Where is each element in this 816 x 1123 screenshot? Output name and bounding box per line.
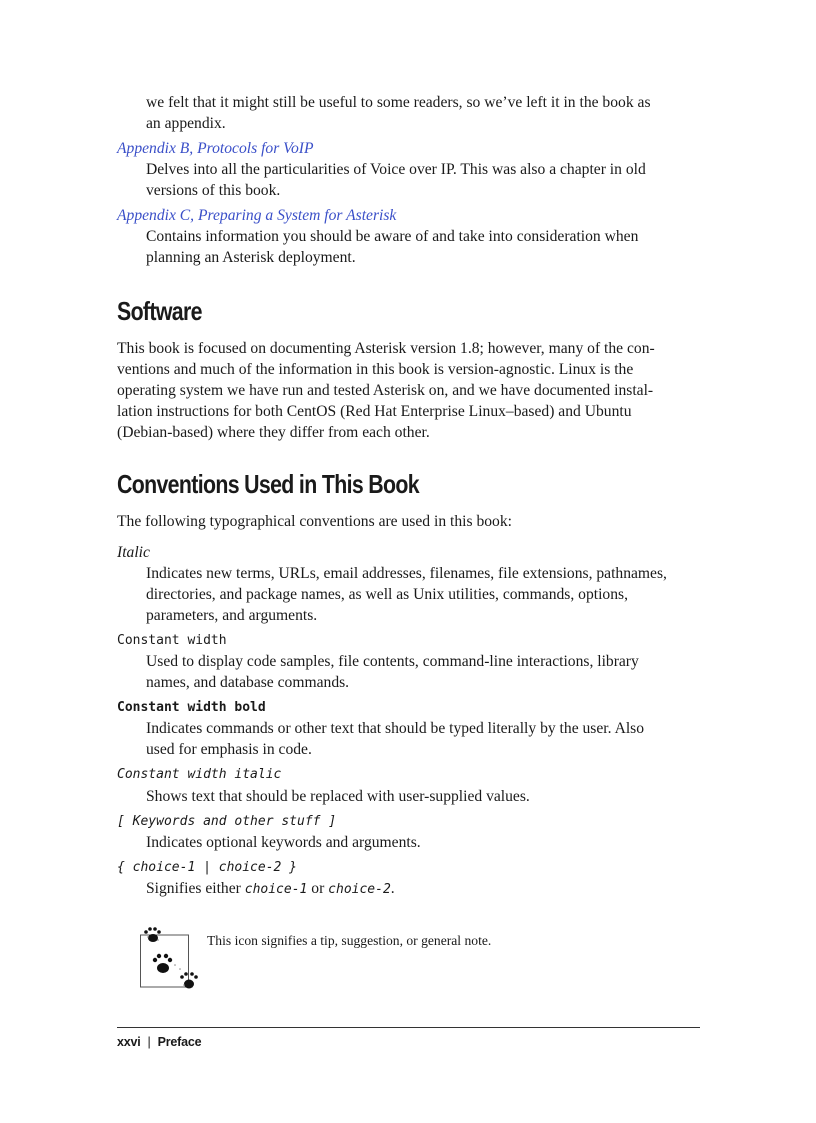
choice-desc-end: . [390, 880, 395, 897]
choice-desc [117, 878, 729, 900]
choice-1-code: choice-1 [244, 882, 308, 897]
footer-rule [117, 1027, 700, 1028]
italic-desc-line: directories, and package names, as well as Unix utilities, commands, options, [146, 586, 628, 603]
page-number: xxvi [117, 1035, 141, 1049]
footer-section: Preface [157, 1035, 202, 1049]
cw-desc-line: Used to display code samples, file contents, command-line interactions, library [146, 653, 639, 670]
cwb-desc-line: Indicates commands or other text that should be typed literally by the user. Also [146, 720, 645, 737]
software-line: operating system we have run and tested Asterisk on, and we have documented instal- [117, 382, 654, 399]
software-line: lation instructions for both CentOS (Red Hat Enterprise Linux–based) and Ubuntu [117, 403, 632, 420]
appendix-c-desc-line2: planning an Asterisk deployment. [146, 249, 356, 266]
appendix-b-link[interactable]: Appendix B, Protocols for VoIP [117, 140, 314, 157]
italic-desc-line: Indicates new terms, URLs, email addresses, filenames, file extensions, pathnames, [146, 565, 667, 582]
appendix-c-desc-line1: Contains information you should be aware of and take into consideration when [146, 228, 639, 245]
choice-2-code: choice-2 [328, 882, 391, 897]
appendix-c-link[interactable]: Appendix C, Preparing a System for Asterisk [117, 207, 397, 224]
cwi-desc: Shows text that should be replaced with user-supplied values. [146, 788, 530, 805]
term-choice: { choice-1 | choice-2 } [117, 860, 298, 875]
footer-separator: | [147, 1035, 151, 1049]
conventions-heading: Conventions Used in This Book [117, 469, 419, 499]
conventions-intro: The following typographical conventions are used in this book: [117, 513, 512, 530]
tip-icon [139, 925, 201, 991]
choice-desc-pre: Signifies either [146, 880, 245, 897]
appendix-a-desc-line1: we felt that it might still be useful to some readers, so we’ve left it in the book as [146, 94, 651, 111]
term-keywords: [ Keywords and other stuff ] [117, 814, 337, 829]
software-line: (Debian-based) where they differ from each other. [117, 424, 430, 441]
kw-desc: Indicates optional keywords and arguments. [146, 834, 421, 851]
software-heading: Software [117, 296, 202, 326]
tip-note [139, 925, 699, 991]
software-line: This book is focused on documenting Asterisk version 1.8; however, many of the con- [117, 340, 655, 357]
term-constant-width: Constant width [117, 633, 227, 648]
tip-note-text: This icon signifies a tip, suggestion, or general note. [207, 933, 492, 948]
software-line: ventions and much of the information in this book is version-agnostic. Linux is the [117, 361, 634, 378]
appendix-a-desc-line2: an appendix. [146, 115, 226, 132]
term-italic: Italic [117, 544, 150, 561]
term-constant-width-bold: Constant width bold [117, 700, 266, 715]
cwb-desc-line: used for emphasis in code. [146, 741, 312, 758]
choice-desc-mid: or [307, 880, 329, 897]
appendix-b-desc-line1: Delves into all the particularities of Voice over IP. This was also a chapter in old [146, 161, 646, 178]
italic-desc-line: parameters, and arguments. [146, 607, 318, 624]
cw-desc-line: names, and database commands. [146, 674, 350, 691]
term-constant-width-italic: Constant width italic [117, 767, 282, 782]
appendix-b-desc-line2: versions of this book. [146, 182, 281, 199]
page-footer [117, 1035, 201, 1049]
